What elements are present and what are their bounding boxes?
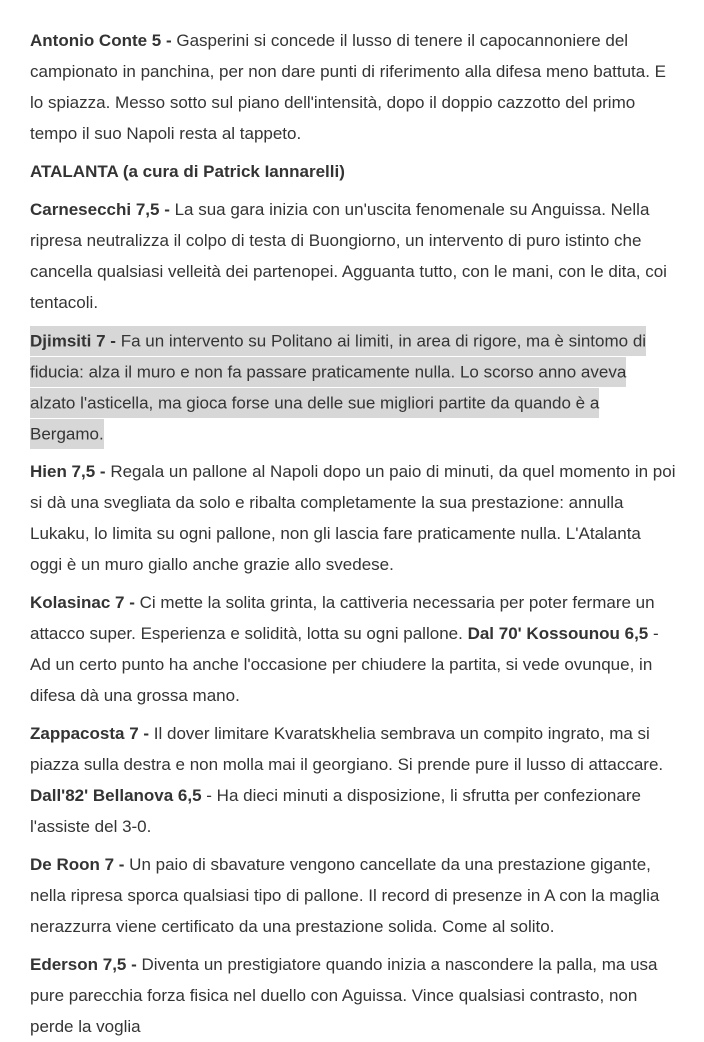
paragraph-text	[30, 31, 666, 143]
paragraph-antonio-conte	[30, 25, 676, 149]
body-text: Diventa un prestigiatore quando inizia a nascondere la palla, ma usa pure parecchia forza fisica nel duello con Aguissa. Vince qualsiasi contrasto, non perde la voglia	[30, 955, 658, 1036]
paragraph-kolasinac	[30, 587, 676, 711]
body-text: Gasperini si concede il lusso di tenere il capocannoniere del campionato in panchina, per non dare punti di riferimento alla difesa meno battuta. E lo spiazza. Messo sotto sul piano dell'intensità, dopo il doppio cazzotto del primo tempo il suo Napoli resta al tappeto.	[30, 31, 667, 143]
paragraph-text	[30, 724, 663, 836]
paragraph-carnesecchi	[30, 194, 676, 318]
bold-text: De Roon 7 -	[30, 855, 130, 874]
body-text: La sua gara inizia con un'uscita fenomenale su Anguissa. Nella ripresa neutralizza il colpo di testa di Buongiorno, un intervento di puro istinto che cancella qualsiasi velleità dei partenopei. Agguanta tutto, con le mani, con le dita, coi tentacoli.	[30, 200, 667, 312]
paragraph-ederson	[30, 949, 676, 1042]
selected-text	[30, 326, 646, 449]
paragraph-text	[30, 162, 345, 181]
bold-text: Djimsiti 7 -	[30, 331, 121, 350]
body-text: Ci mette la solita grinta, la cattiveria necessaria per poter fermare un attacco super. Esperienza e solidità, lotta su ogni pallone.	[30, 593, 655, 643]
paragraph-hien	[30, 456, 676, 580]
paragraph-atalanta-heading	[30, 156, 676, 187]
bold-text: Antonio Conte 5 -	[30, 31, 177, 50]
bold-text: ATALANTA (a cura di Patrick Iannarelli)	[30, 162, 345, 181]
bold-text: Ederson 7,5 -	[30, 955, 142, 974]
paragraph-text	[30, 955, 657, 1036]
bold-text: Carnesecchi 7,5 -	[30, 200, 175, 219]
body-text: Un paio di sbavature vengono cancellate da una prestazione gigante, nella ripresa sporca qualsiasi tipo di pallone. Il record di presenze in A con la maglia nerazzurra viene certificato da una prestazione solida. Come al solito.	[30, 855, 660, 936]
body-text: - Ha dieci minuti a disposizione, li sfrutta per confezionare l'assiste del 3-0.	[30, 786, 641, 836]
body-text: Il dover limitare Kvaratskhelia sembrava un compito ingrato, ma si piazza sulla destra e non molla mai il georgiano. Si prende pure il lusso di attaccare.	[30, 724, 664, 774]
body-text: - Ad un certo punto ha anche l'occasione per chiudere la partita, si vede ovunque, in difesa dà una grossa mano.	[30, 624, 659, 705]
paragraph-de-roon	[30, 849, 676, 942]
paragraph-text	[30, 855, 659, 936]
body-text: Fa un intervento su Politano ai limiti, in area di rigore, ma è sintomo di fiducia: alza il muro e non fa passare praticamente nulla. Lo scorso anno aveva alzato l'asticella, ma gioca forse una delle sue migliori partite da quando è a Bergamo.	[30, 331, 647, 443]
paragraph-djimsiti	[30, 325, 676, 449]
paragraph-text	[30, 593, 659, 705]
paragraph-zappacosta	[30, 718, 676, 842]
bold-text: Dal 70' Kossounou 6,5	[467, 624, 649, 643]
paragraph-text	[30, 462, 675, 574]
body-text: Regala un pallone al Napoli dopo un paio di minuti, da quel momento in poi si dà una svegliata da solo e ribalta completamente la sua prestazione: annulla Lukaku, lo limita su ogni pallone, non gli lascia fare praticamente nulla. L'Atalanta oggi è un muro giallo anche grazie allo svedese.	[30, 462, 676, 574]
paragraph-text	[30, 200, 667, 312]
bold-text: Dall'82' Bellanova 6,5	[30, 786, 202, 805]
bold-text: Zappacosta 7 -	[30, 724, 154, 743]
bold-text: Hien 7,5 -	[30, 462, 111, 481]
bold-text: Kolasinac 7 -	[30, 593, 140, 612]
